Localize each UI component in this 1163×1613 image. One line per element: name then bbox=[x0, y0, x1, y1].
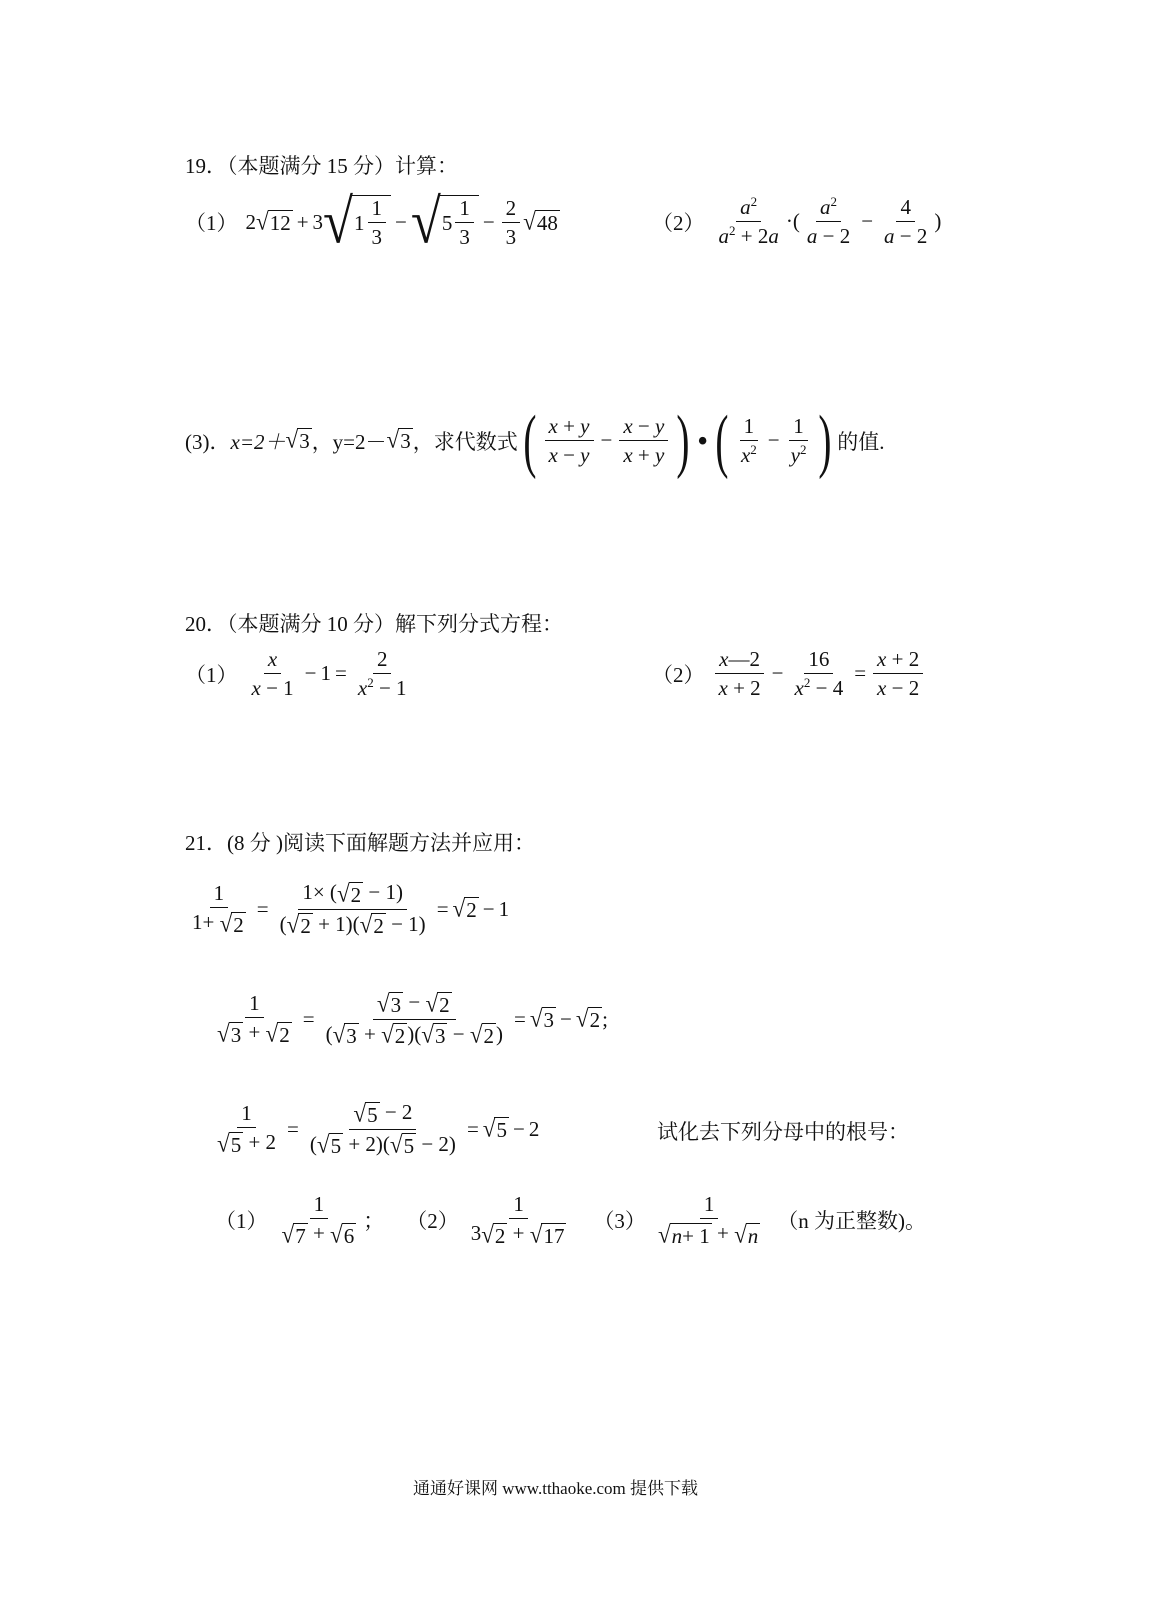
q20-part1-label: （1） bbox=[185, 662, 238, 687]
q19-part2-label: （2） bbox=[652, 210, 705, 235]
footer-source: 通通好课网 www.tthaoke.com 提供下载 bbox=[413, 1479, 699, 1498]
q21-part3-suffix: （n 为正整数)。 bbox=[777, 1208, 926, 1233]
q21-heading: 21．(8 分 )阅读下面解题方法并应用： bbox=[185, 831, 535, 855]
sqrt-48: √ 48 bbox=[523, 206, 558, 235]
q19-part3-label: (3)． bbox=[185, 429, 231, 454]
q20-part1: （1） $\frac{x}{x - 1}$ − 1 = $\frac{2}{x^2 - 1}$ bbox=[185, 647, 407, 701]
q21-exercises: （1） 1 √ 7 + √ 6 ； （2） 1 3 √ 2 + √ 17 （3） 1 √ n + 1 + √ n （n 为正整数)。 bbox=[215, 1192, 926, 1248]
q19-part3-suffix: 的值. bbox=[837, 429, 885, 454]
sqrt-3-b: √ 3 bbox=[386, 425, 411, 454]
q19-heading: 19．（本题满分 15 分）计算： bbox=[185, 154, 458, 178]
q19-part1: （1） 2 √ 12 + 3 √ 1 $\frac{1}{3}$ − √ 5 $\frac{1}{3}$ − $\frac{2}{3}$ √ 48 bbox=[185, 186, 558, 257]
q21-part1-label: （1） bbox=[215, 1208, 268, 1233]
q21-part3-label: （3） bbox=[593, 1208, 646, 1233]
q21-instruction: 试化去下列分母中的根号： bbox=[657, 1120, 909, 1144]
q21-example3: 1 √ 5 + 2 = √ 5 − 2 ( √ 5 + 2)( √ 5 − 2) = √ 5 − 2 bbox=[217, 1098, 540, 1159]
q21-example1: 1 1+ √ 2 = 1× ( √ 2 − 1) ( √ 2 + 1)( √ 2 − 1) = √ 2 − 1 bbox=[192, 878, 510, 939]
q21-example2: 1 √ 3 + √ 2 = √ 3 − √ 2 ( √ 3 + √ 2 )( √ 3 − √ 2 ) = √ 3 − √ 2 ; bbox=[217, 988, 608, 1049]
q19-part3-text-a: x=2＋ bbox=[230, 429, 286, 454]
sqrt-3-a: √ 3 bbox=[285, 425, 310, 454]
q20-heading: 20．（本题满分 10 分）解下列分式方程： bbox=[185, 612, 563, 636]
q20-part2: （2） $\frac{x—2}{x + 2}$ − $\frac{16}{x^2 - 4}$ = $\frac{x + 2}{x - 2}$ bbox=[652, 647, 926, 700]
q19-part3-text-c: ，求代数式 bbox=[412, 429, 518, 454]
q21-part2-label: （2） bbox=[406, 1208, 459, 1233]
sqrt-mixed-5-1-3: √ 5 $\frac{1}{3}$ bbox=[411, 195, 479, 250]
sqrt-12: √ 12 bbox=[256, 206, 291, 235]
q20-part2-label: （2） bbox=[652, 662, 705, 687]
q19-part1-label: （1） bbox=[185, 211, 238, 236]
sqrt-mixed-1-1-3: √ 1 $\frac{1}{3}$ bbox=[323, 195, 391, 250]
q19-part2: （2） $\frac{a^2}{a^2 + 2a}$ ·( $\frac{a^2}{a - 2}$ − $\frac{4}{a - 2}$ ) bbox=[652, 194, 942, 249]
q19-part3: (3)． x=2＋ √ 3 ，y=2－ √ 3 ，求代数式 ( $\frac{x + y}{x - y}$ − $\frac{x - y}{x + y}$ ) • ( $\frac{1}{x^2}$ − $\frac{1}{y^2}$ ) 的值. bbox=[185, 401, 885, 480]
q19-part3-text-b: ，y=2－ bbox=[311, 429, 387, 454]
